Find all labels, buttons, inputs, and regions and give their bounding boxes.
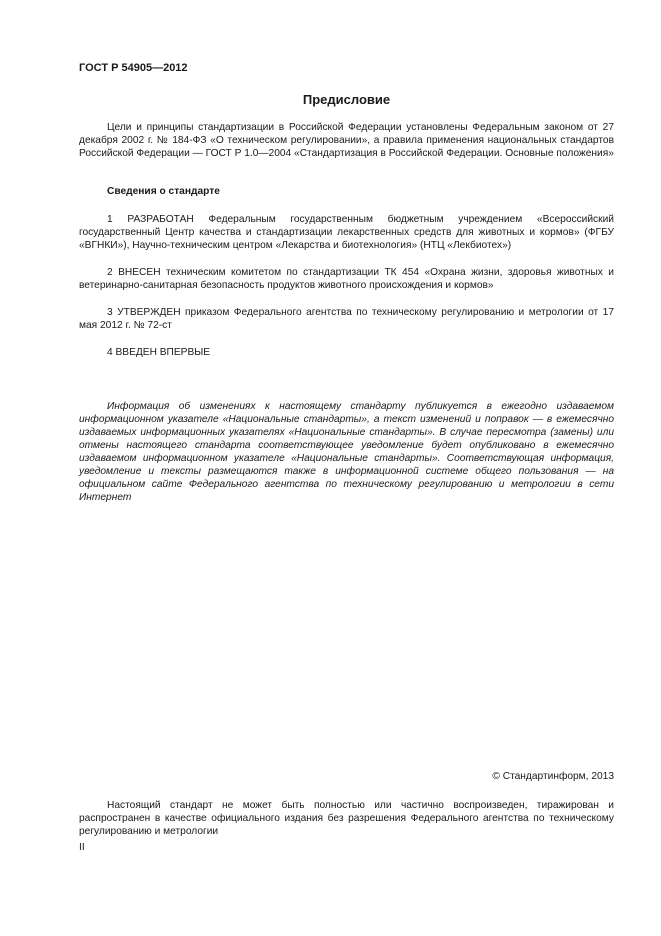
change-notice: Информация об изменениях к настоящему стандарту публикуется в ежегодно издаваемом информационном указателе «Национальные стандарты», а текст изменений и поправок — в ежемесячно издаваемых информационных указателях «Национальные стандарты». В случае пересмотра (замены) или отмены настоящего стандарта соответствующее уведомление будет опубликовано в ежемесячно издаваемом информационном указателе «Национальные стандарты». Соответствующая информация, уведомление и тексты размещаются также в информационной системе общего пользования — на официальном сайте Федерального агентства по техническому регулированию и метрологии в сети Интернет [79, 401, 614, 503]
item-introduced: 4 ВВЕДЕН ВПЕРВЫЕ [107, 347, 211, 358]
page-title: Предисловие [302, 92, 391, 107]
item-approved: 3 УТВЕРЖДЕН приказом Федерального агентства по техническому регулированию и метрологии от 17 мая 2012 г. № 72-ст [79, 307, 614, 331]
item-developed: 1 РАЗРАБОТАН Федеральным государственным бюджетным учреждением «Всероссийский государственный Центр качества и стандартизации лекарственных средств для животных и кормов» (ФГБУ «ВГНКИ»), Научно-техническим центром «Лекарства и биотехнология» (НТЦ «Лекбиотех») [79, 214, 614, 251]
info-heading: Сведения о стандарте [107, 186, 220, 197]
reproduction-notice: Настоящий стандарт не может быть полностью или частично воспроизведен, тиражирован и распространен в качестве официального издания без разрешения Федерального агентства по техническому регулированию и метрологии [79, 800, 614, 837]
copyright: © Стандартинформ, 2013 [492, 771, 614, 782]
intro-paragraph: Цели и принципы стандартизации в Российской Федерации установлены Федеральным законом от 27 декабря 2002 г. № 184-ФЗ «О техническом регулировании», а правила применения национальных стандартов Российской Федерации — ГОСТ Р 1.0—2004 «Стандартизация в Российской Федерации. Основные положения» [79, 122, 614, 159]
standard-code: ГОСТ Р 54905—2012 [79, 62, 188, 74]
item-submitted: 2 ВНЕСЕН техническим комитетом по стандартизации ТК 454 «Охрана жизни, здоровья животных и ветеринарно-санитарная безопасность продуктов животного происхождения и кормов» [79, 267, 614, 291]
page-number: II [79, 842, 85, 853]
